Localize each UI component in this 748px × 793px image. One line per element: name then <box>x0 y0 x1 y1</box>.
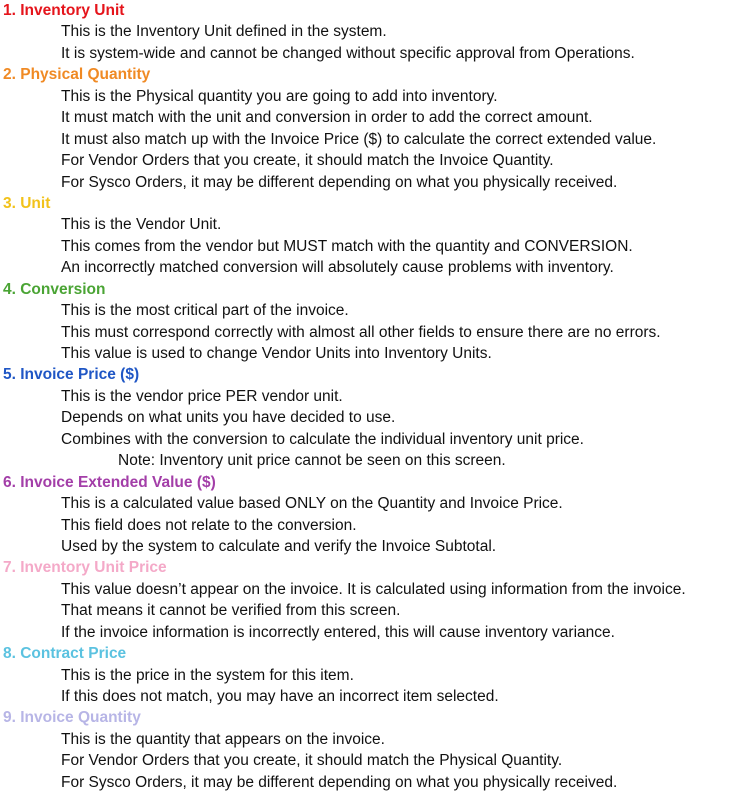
section-5 <box>0 364 748 471</box>
section-heading: 7. Inventory Unit Price <box>3 559 167 577</box>
section-4 <box>0 279 748 365</box>
section-heading: 6. Invoice Extended Value ($) <box>3 473 216 491</box>
section-heading: 4. Conversion <box>3 280 106 298</box>
section-line: It must match with the unit and conversion in order to add the correct amount. <box>61 109 593 127</box>
section-line: Depends on what units you have decided to use. <box>61 409 396 427</box>
section-line: This is the Vendor Unit. <box>61 216 222 234</box>
section-1 <box>0 0 748 64</box>
section-note: Note: Inventory unit price cannot be seen on this screen. <box>118 452 506 470</box>
section-line: Combines with the conversion to calculate the individual inventory unit price. <box>61 430 584 448</box>
section-line: This is the vendor price PER vendor unit. <box>61 387 343 405</box>
section-line: This field does not relate to the conversion. <box>61 516 357 534</box>
section-line: This comes from the vendor but MUST match with the quantity and CONVERSION. <box>61 237 633 255</box>
section-9 <box>0 707 748 793</box>
section-line: This value doesn’t appear on the invoice. It is calculated using information from the invoice. <box>61 580 686 598</box>
section-heading: 5. Invoice Price ($) <box>3 366 140 384</box>
section-line: That means it cannot be verified from this screen. <box>61 602 401 620</box>
section-line: For Sysco Orders, it may be different depending on what you physically received. <box>61 773 618 791</box>
section-3 <box>0 193 748 279</box>
section-line: This value is used to change Vendor Units into Inventory Units. <box>61 345 492 362</box>
section-line: It must also match up with the Invoice Price ($) to calculate the correct extended value. <box>61 130 657 148</box>
section-line: An incorrectly matched conversion will absolutely cause problems with inventory. <box>61 259 614 277</box>
section-line: This is the Inventory Unit defined in the system. <box>61 23 387 41</box>
section-heading: 9. Invoice Quantity <box>3 709 141 727</box>
section-line: This is the Physical quantity you are going to add into inventory. <box>61 87 498 105</box>
section-2 <box>0 64 748 193</box>
section-line: It is system-wide and cannot be changed without specific approval from Operations. <box>61 44 635 62</box>
section-line: Used by the system to calculate and verify the Invoice Subtotal. <box>61 537 497 555</box>
section-line: If this does not match, you may have an incorrect item selected. <box>61 688 499 705</box>
section-heading: 2. Physical Quantity <box>3 66 151 84</box>
section-line: This must correspond correctly with almost all other fields to ensure there are no errors. <box>61 323 661 341</box>
section-line: This is the price in the system for this item. <box>61 666 354 684</box>
section-line: For Sysco Orders, it may be different depending on what you physically received. <box>61 173 618 191</box>
section-line: This is the most critical part of the invoice. <box>61 302 349 320</box>
section-heading: 1. Inventory Unit <box>3 2 125 19</box>
section-heading: 3. Unit <box>3 194 51 212</box>
section-heading: 8. Contract Price <box>3 645 127 663</box>
section-6 <box>0 472 748 558</box>
section-7 <box>0 557 748 643</box>
section-line: This is a calculated value based ONLY on the Quantity and Invoice Price. <box>61 495 563 513</box>
section-line: For Vendor Orders that you create, it should match the Physical Quantity. <box>61 752 563 770</box>
section-8 <box>0 643 748 707</box>
section-line: For Vendor Orders that you create, it should match the Invoice Quantity. <box>61 152 554 170</box>
section-line: This is the quantity that appears on the invoice. <box>61 730 385 748</box>
section-line: If the invoice information is incorrectly entered, this will cause inventory variance. <box>61 623 615 641</box>
